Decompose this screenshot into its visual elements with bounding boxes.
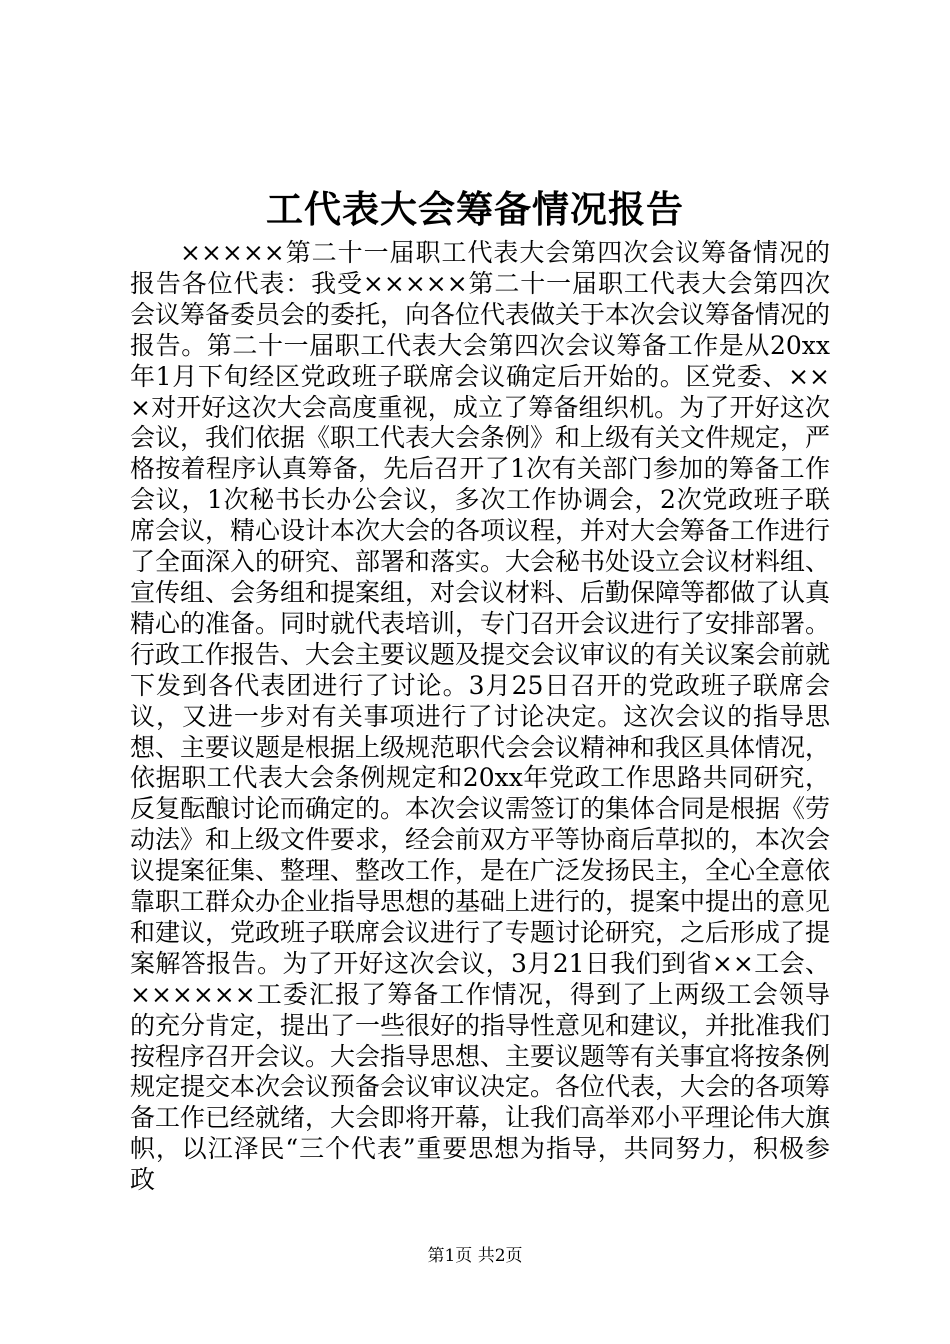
document-body-paragraph: ×××××第二十一届职工代表大会第四次会议筹备情况的报告各位代表：我受×××××第二十一届职工代表大会第四次会议筹备委员会的委托，向各位代表做关于本次会议筹备情况的报告。第二十一届职工代表大会第四次会议筹备工作是从20xx年1月下旬经区党政班子联席会议确定后开始的。区党委、×××对开好这次大会高度重视，成立了筹备组织机。为了开好这次会议，我们依据《职工代表大会条例》和上级有关文件规定，严格按着程序认真筹备，先后召开了1次有关部门参加的筹备工作会议，1次秘书长办公会议，多次工作协调会，2次党政班子联席会议，精心设计本次大会的各项议程，并对大会筹备工作进行了全面深入的研究、部署和落实。大会秘书处设立会议材料组、宣传组、会务组和提案组，对会议材料、后勤保障等都做了认真精心的准备。同时就代表培训，专门召开会议进行了安排部署。行政工作报告、大会主要议题及提交会议审议的有关议案会前就下发到各代表团进行了讨论。3月25日召开的党政班子联席会议，又进一步对有关事项进行了讨论决定。这次会议的指导思想、主要议题是根据上级规范职代会会议精神和我区具体情况，依据职工代表大会条例规定和20xx年党政工作思路共同研究，反复酝酿讨论而确定的。本次会议需签订的集体合同是根据《劳动法》和上级文件要求，经会前双方平等协商后草拟的，本次会议提案征集、整理、整改工作，是在广泛发扬民主，全心全意依靠职工群众办企业指导思想的基础上进行的，提案中提出的意见和建议，党政班子联席会议进行了专题讨论研究，之后形成了提案解答报告。为了开好这次会议，3月21日我们到省××工会、××××××工委汇报了筹备工作情况，得到了上两级工会领导的充分肯定，提出了一些很好的指导性意见和建议，并批准我们按程序召开会议。大会指导思想、主要议题等有关事宜将按条例规定提交本次会议预备会议审议决定。各位代表，大会的各项筹备工作已经就绪，大会即将开幕，让我们高举邓小平理论伟大旗帜，以江泽民“三个代表”重要思想为指导，共同努力，积极参政 <box>130 238 831 1195</box>
page-footer: 第1页 共2页 <box>427 1246 523 1266</box>
document-title: 工代表大会筹备情况报告 <box>266 187 684 231</box>
